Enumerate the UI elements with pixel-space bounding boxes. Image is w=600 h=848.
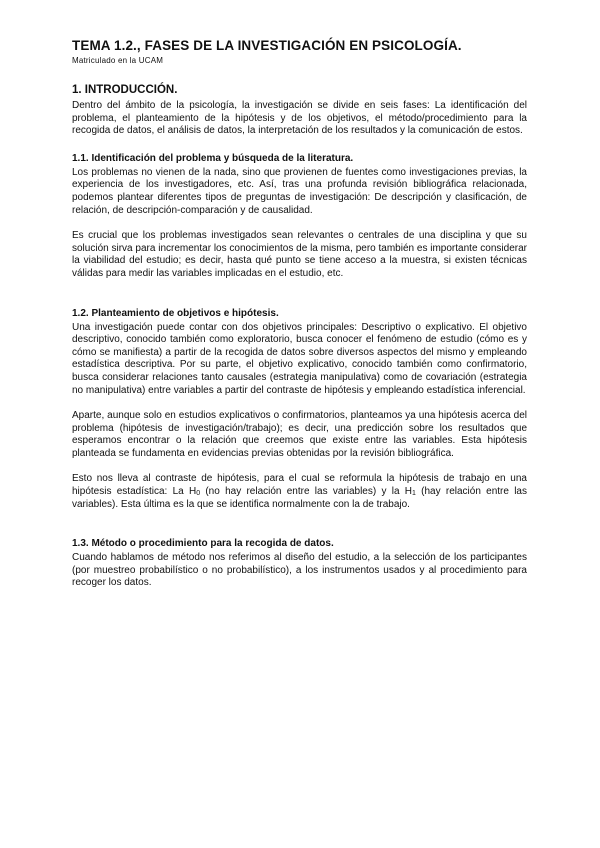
document-title: TEMA 1.2., FASES DE LA INVESTIGACIÓN EN PSICOLOGÍA. [72,38,462,53]
section-1-2-paragraph-2: Aparte, aunque solo en estudios explicativos o confirmatorios, planteamos ya una hipótesis acerca del problema (hipótesis de investigación/trabajo); es decir, una predicción sobre los resultados que esperamos encontrar o la relación que creemos que existe entre las variables. Esta hipótesis planteada se fundamenta en evidencias previas obtenidas por la revisión bibliográfica. [72,410,527,459]
section-1-2-paragraph-1: Una investigación puede contar con dos objetivos principales: Descriptivo o explicativo. El objetivo descriptivo, conocido también como exploratorio, busca conocer el fenómeno de estudio (cómo es y cómo se manifiesta) a partir de la recogida de datos sobre diversos aspectos del mismo y empleando estadística descriptiva. Por su parte, el objetivo explicativo, conocido también como confirmatorio, busca considerar relaciones tanto causales (estrategia manipulativa) como de covariación (estrategia no manipulativa) entre variables a partir del contraste de hipótesis y empleando estadística inferencial. [72,321,527,396]
section-heading-1-2: 1.2. Planteamiento de objetivos e hipótesis. [72,307,279,319]
section-1-1-paragraph-1: Los problemas no vienen de la nada, sino que provienen de fuentes como investigaciones previas, la experiencia de los investigadores, etc. Así, tras una profunda revisión bibliográfica relacionada, podemos plantear diferentes tipos de preguntas de investigación: De descripción y clasificación, de relación, de descripción-comparación y de causalidad. [72,166,527,216]
section-heading-1-1: 1.1. Identificación del problema y búsqueda de la literatura. [72,152,354,164]
section-heading-1-3: 1.3. Método o procedimiento para la recogida de datos. [72,538,334,550]
paragraph-3-part-b: (no hay relación entre las variables) y la H [200,486,412,498]
section-1-3-paragraph: Cuando hablamos de método nos referimos al diseño del estudio, a la selección de los participantes (por muestreo probabilístico o no probabilístico), a los instrumentos usados y al procedimiento para recoger los datos. [72,552,527,589]
document-subtitle: Matriculado en la UCAM [72,56,164,65]
section-heading-introduccion: 1. INTRODUCCIÓN. [72,84,178,96]
h1-subscript: 1 [411,490,416,498]
paragraph-3-part-c: (hay relación entre las variables). Esta última es la que se identifica normalmente con la de trabajo. [72,486,527,510]
intro-paragraph: Dentro del ámbito de la psicología, la investigación se divide en seis fases: La identificación del problema, el planteamiento de la hipótesis y de los objetivos, el método/procedimiento para la recogida de datos, el análisis de datos, la interpretación de los resultados y la comunicación de estos. [72,100,527,137]
document-page [72,38,527,590]
h0-subscript: 0 [196,490,201,498]
paragraph-3-part-a: Esto nos lleva al contraste de hipótesis, para el cual se reformula la hipótesis de trabajo en una hipótesis estadística: La H [72,473,527,498]
section-1-1-paragraph-2: Es crucial que los problemas investigados sean relevantes o centrales de una disciplina y que su solución sirva para incrementar los conocimientos de la misma, pero también es importante considerar la viabilidad del estudio; es decir, hasta qué punto se tiene acceso a la muestra, si existen técnicas válidas para medir las variables implicadas en el estudio, etc. [72,230,527,279]
section-1-2-paragraph-3 [72,473,527,511]
